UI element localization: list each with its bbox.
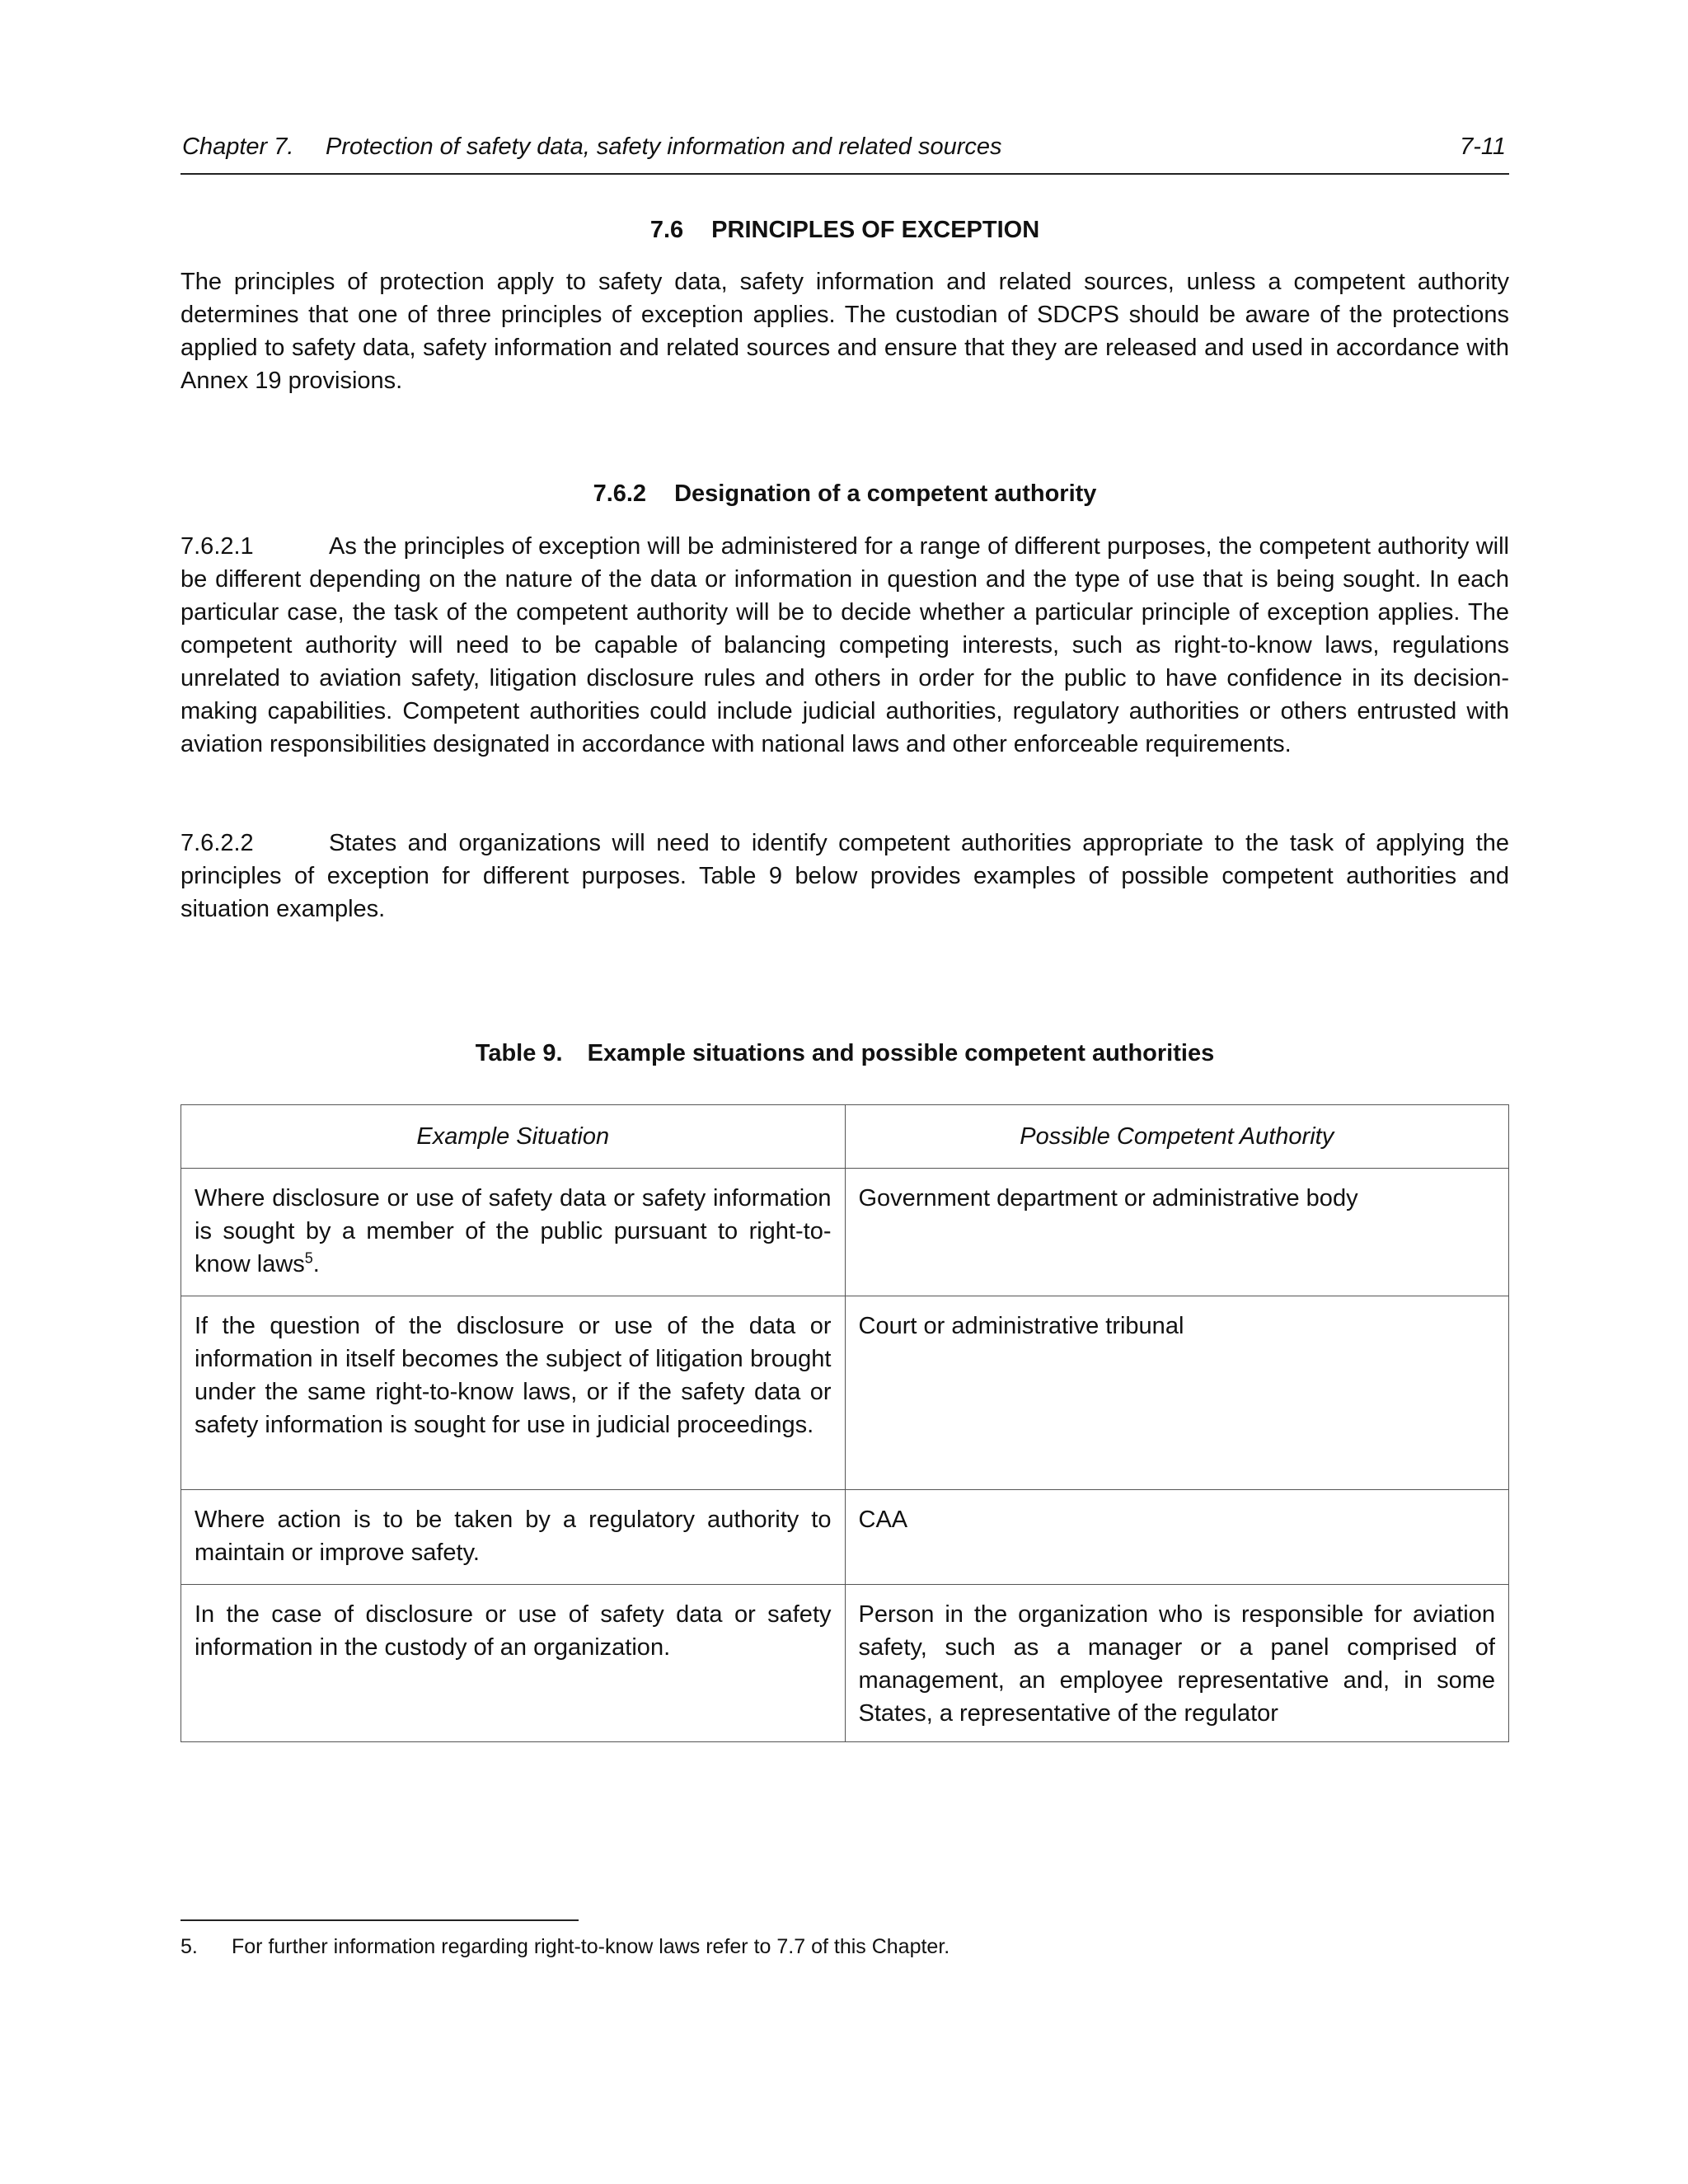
table-header-row	[181, 1105, 1509, 1169]
section-heading-7-6	[181, 217, 1509, 244]
section-number: 7.6	[649, 217, 684, 243]
section-intro-paragraph: The principles of protection apply to safety data, safety information and related sources, unless a competent authority determines that one of three principles of exception applies. The custodian of SDCPS should be aware of the protections applied to safety data, safety information and related sources and ensure that they are released and used in accordance with Annex 19 provisions.	[181, 269, 1509, 394]
footnote-separator	[181, 1919, 579, 1921]
situation-cell: In the case of disclosure or use of safety data or safety information in the custody of an organization.	[181, 1585, 846, 1742]
chapter-label: Chapter 7.	[182, 134, 294, 160]
table-number: Table 9.	[475, 1040, 563, 1066]
authority-cell: Government department or administrative body	[845, 1169, 1509, 1296]
paragraph-text: States and organizations will need to identify competent authorities appropriate to the task of applying the principles of exception for different purposes. Table 9 below provides examples of possible competent authorities and situation examples.	[181, 830, 1509, 922]
table-row	[181, 1585, 1509, 1742]
column-header-situation: Example Situation	[181, 1105, 846, 1169]
situation-text-end: .	[312, 1251, 320, 1277]
table-row	[181, 1169, 1509, 1296]
situation-text: Where disclosure or use of safety data or safety information is sought by a member of the public pursuant to right-to-know laws	[195, 1185, 832, 1277]
situation-cell: Where action is to be taken by a regulatory authority to maintain or improve safety.	[181, 1490, 846, 1585]
paragraph-7-6-2-1	[181, 530, 1509, 761]
paragraph-number: 7.6.2.2	[181, 830, 254, 856]
authority-cell: CAA	[845, 1490, 1509, 1585]
subsection-number: 7.6.2	[593, 480, 647, 507]
footnote-reference[interactable]: 5	[304, 1249, 313, 1267]
paragraph-number: 7.6.2.1	[181, 533, 254, 560]
competent-authorities-table	[181, 1104, 1509, 1742]
table-row	[181, 1490, 1509, 1585]
paragraph-7-6-2-2	[181, 827, 1509, 926]
authority-cell: Person in the organization who is responsible for aviation safety, such as a manager or a panel comprised of management, an employee representative and, in some States, a representative of the regulator	[845, 1585, 1509, 1742]
page-number: 7-11	[1460, 134, 1506, 160]
paragraph-text: As the principles of exception will be administered for a range of different purposes, the competent authority will be different depending on the nature of the data or information in question and the type of use that is being sought. In each particular case, the task of the competent authority will be to decide whether a particular principle of exception applies. The competent authority will need to be capable of balancing competing interests, such as right-to-know laws, regulations unrelated to aviation safety, litigation disclosure rules and others in order for the public to have confidence in its decision-making capabilities. Competent authorities could include judicial authorities, regulatory authorities or others entrusted with aviation responsibilities designated in accordance with national laws and other enforceable requirements.	[181, 533, 1509, 757]
section-heading-7-6-2	[181, 480, 1509, 508]
footnote	[181, 1935, 1509, 1959]
footnote-text: For further information regarding right-to-know laws refer to 7.7 of this Chapter.	[232, 1935, 950, 1958]
authority-cell: Court or administrative tribunal	[845, 1296, 1509, 1490]
footnote-number: 5.	[181, 1935, 198, 1958]
situation-cell: If the question of the disclosure or use of the data or information in itself becomes the subject of litigation brought under the same right-to-know laws, or if the safety data or safety information is sought for use in judicial proceedings.	[181, 1296, 846, 1490]
running-header	[181, 132, 1509, 175]
situation-cell	[181, 1169, 846, 1296]
chapter-title: Protection of safety data, safety information and related sources	[326, 134, 1002, 160]
table-title: Example situations and possible competent authorities	[587, 1040, 1215, 1066]
table-row	[181, 1296, 1509, 1490]
section-title: PRINCIPLES OF EXCEPTION	[711, 217, 1040, 243]
table-caption	[181, 1040, 1509, 1067]
subsection-title: Designation of a competent authority	[674, 480, 1097, 507]
column-header-authority: Possible Competent Authority	[845, 1105, 1509, 1169]
